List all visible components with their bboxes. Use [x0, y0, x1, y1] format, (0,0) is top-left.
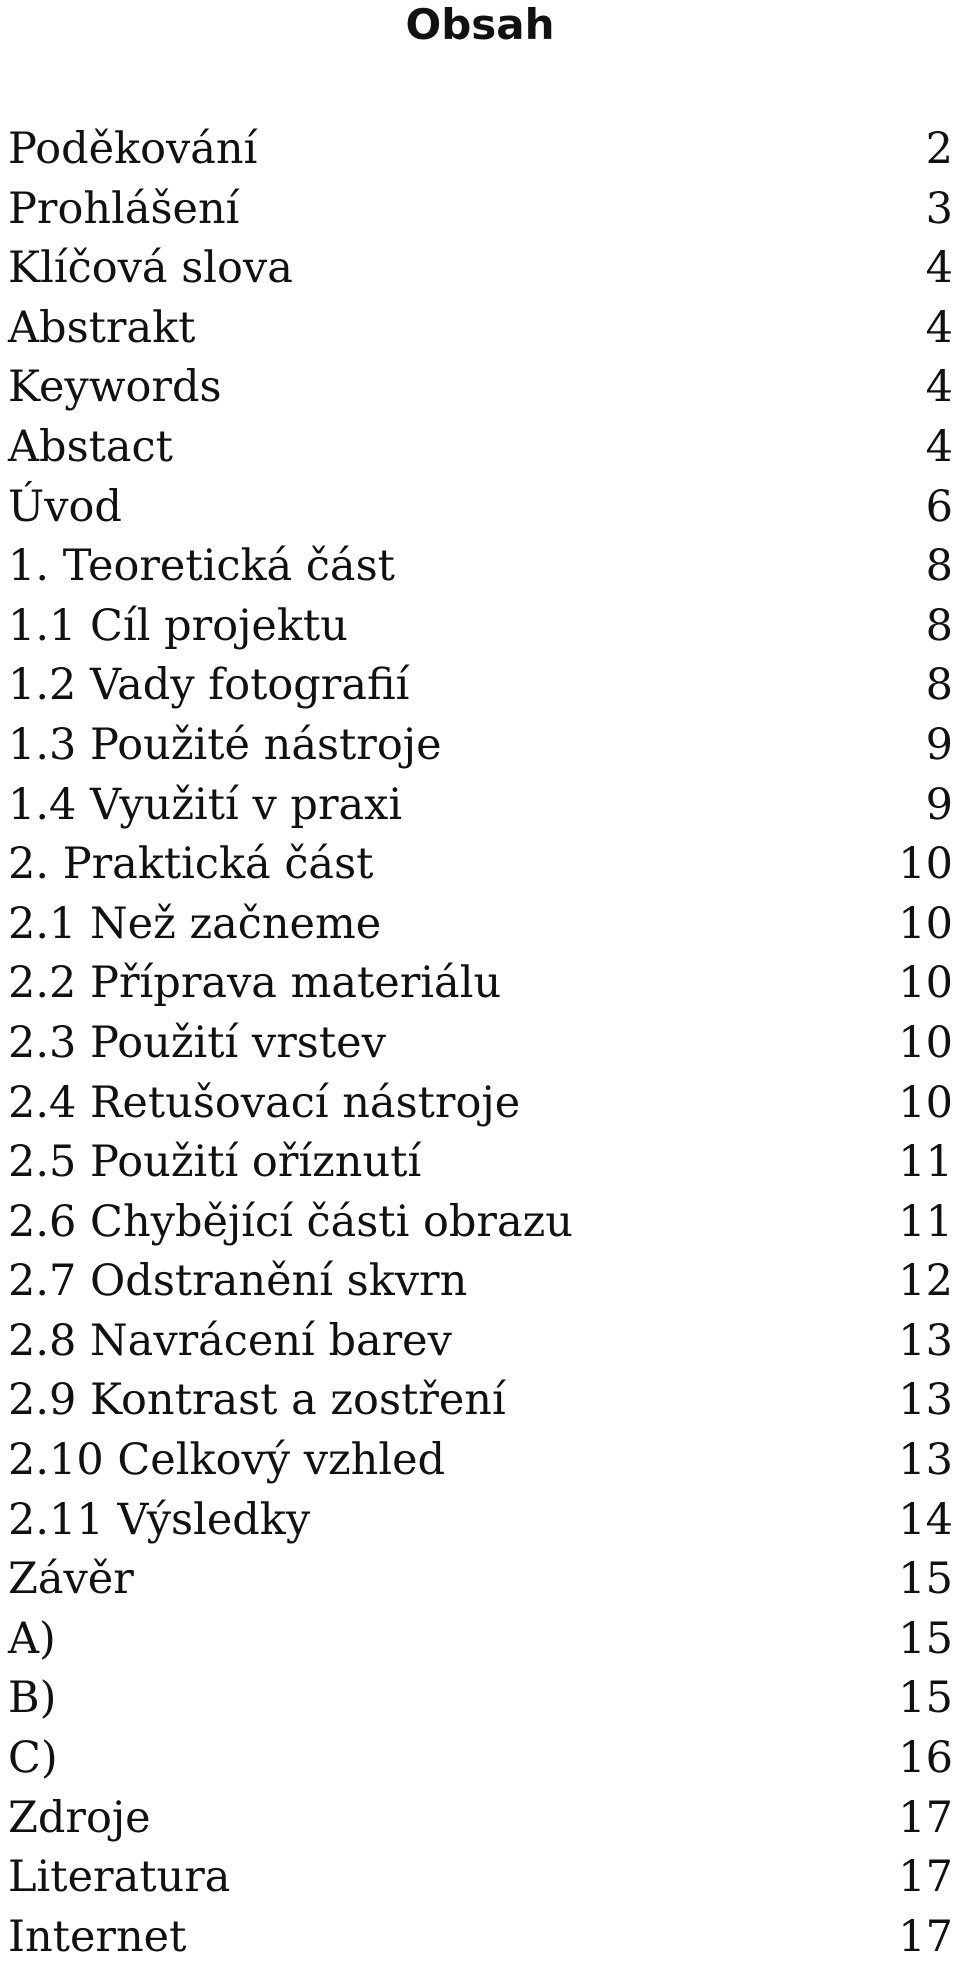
toc-entry-label: 2.4 Retušovací nástroje — [8, 1077, 521, 1128]
toc-entry[interactable] — [8, 299, 953, 359]
toc-entry-page-number: 16 — [898, 1733, 953, 1784]
toc-entry-label: Keywords — [8, 362, 222, 413]
toc-entry-page-number: 2 — [925, 124, 953, 174]
toc-entry-page-number: 8 — [925, 600, 953, 651]
toc-entry-page-number: 9 — [925, 779, 953, 830]
toc-entry[interactable] — [8, 1550, 953, 1610]
toc-entry[interactable] — [8, 1669, 953, 1729]
toc-entry[interactable] — [8, 1848, 953, 1908]
toc-entry-label: 2.5 Použití oříznutí — [8, 1137, 422, 1188]
toc-entry-label: 1.2 Vady fotografií — [8, 660, 410, 711]
toc-entry[interactable] — [8, 1252, 953, 1312]
toc-entry-label: A) — [8, 1613, 56, 1664]
toc-entry-page-number: 8 — [925, 660, 953, 711]
toc-entry-label: 2.3 Použití vrstev — [8, 1017, 386, 1068]
toc-entry-label: 2.1 Než začneme — [8, 898, 382, 949]
toc-entry[interactable] — [8, 1491, 953, 1551]
toc-entry-label: Literatura — [8, 1852, 231, 1903]
toc-entry[interactable] — [8, 1014, 953, 1074]
toc-entry-page-number: 15 — [898, 1613, 953, 1664]
toc-entry-page-number: 10 — [898, 898, 953, 949]
toc-entry[interactable] — [8, 716, 953, 776]
toc-entry-label: Abstact — [8, 421, 173, 472]
toc-entry-page-number: 4 — [925, 302, 953, 353]
toc-entry-page-number: 11 — [898, 1196, 953, 1247]
toc-entry[interactable] — [8, 656, 953, 716]
toc-entry-page-number: 4 — [925, 243, 953, 294]
toc-entry-page-number: 10 — [898, 839, 953, 890]
toc-entry-label: B) — [8, 1673, 57, 1724]
toc-entry-label: C) — [8, 1733, 58, 1784]
toc-entry-label: Abstrakt — [8, 302, 196, 353]
toc-entry-label: 2. Praktická část — [8, 839, 374, 890]
toc-entry-page-number: 3 — [925, 183, 953, 234]
table-of-contents — [8, 120, 953, 1967]
toc-entry-page-number: 13 — [898, 1435, 953, 1486]
toc-entry-page-number: 10 — [898, 958, 953, 1009]
toc-entry-label: Internet — [8, 1911, 187, 1962]
toc-entry-label: 2.8 Navrácení barev — [8, 1315, 452, 1366]
toc-entry[interactable] — [8, 776, 953, 836]
toc-entry-label: 2.6 Chybějící části obrazu — [8, 1196, 573, 1247]
toc-entry-label: 1.3 Použité nástroje — [8, 719, 442, 770]
toc-entry-page-number: 17 — [898, 1792, 953, 1843]
toc-entry-label: 2.9 Kontrast a zostření — [8, 1375, 506, 1426]
toc-entry-page-number: 6 — [925, 481, 953, 532]
toc-entry-label: 1.1 Cíl projektu — [8, 600, 348, 651]
toc-entry[interactable] — [8, 537, 953, 597]
toc-entry[interactable] — [8, 954, 953, 1014]
toc-entry-label: 2.2 Příprava materiálu — [8, 958, 502, 1009]
toc-entry-page-number: 13 — [898, 1375, 953, 1426]
toc-entry-page-number: 8 — [925, 541, 953, 592]
toc-entry-page-number: 9 — [925, 719, 953, 770]
toc-entry[interactable] — [8, 1074, 953, 1134]
toc-entry-page-number: 15 — [898, 1673, 953, 1724]
toc-entry-label: Klíčová slova — [8, 243, 293, 294]
toc-entry[interactable] — [8, 1789, 953, 1849]
toc-entry-page-number: 15 — [898, 1554, 953, 1605]
toc-entry[interactable] — [8, 120, 953, 180]
toc-entry[interactable] — [8, 1729, 953, 1789]
toc-entry-label: Závěr — [8, 1554, 134, 1605]
toc-entry-label: Zdroje — [8, 1792, 151, 1843]
toc-entry[interactable] — [8, 895, 953, 955]
toc-entry-page-number: 17 — [898, 1852, 953, 1903]
toc-entry[interactable] — [8, 1193, 953, 1253]
toc-entry[interactable] — [8, 239, 953, 299]
toc-entry-page-number: 13 — [898, 1315, 953, 1366]
toc-entry[interactable] — [8, 1371, 953, 1431]
toc-entry[interactable] — [8, 180, 953, 240]
toc-entry[interactable] — [8, 597, 953, 657]
toc-entry[interactable] — [8, 835, 953, 895]
toc-entry[interactable] — [8, 478, 953, 538]
toc-entry-label: 1.4 Využití v praxi — [8, 779, 403, 830]
toc-entry[interactable] — [8, 1908, 953, 1968]
toc-entry-page-number: 4 — [925, 421, 953, 472]
toc-entry-label: Úvod — [8, 481, 122, 532]
toc-entry-page-number: 11 — [898, 1137, 953, 1188]
page-title: Obsah — [405, 0, 555, 49]
toc-entry-page-number: 10 — [898, 1017, 953, 1068]
toc-entry[interactable] — [8, 1133, 953, 1193]
toc-entry[interactable] — [8, 1610, 953, 1670]
toc-entry[interactable] — [8, 418, 953, 478]
toc-entry[interactable] — [8, 358, 953, 418]
toc-entry-label: 2.7 Odstranění skvrn — [8, 1256, 468, 1307]
toc-entry[interactable] — [8, 1312, 953, 1372]
toc-entry-label: 1. Teoretická část — [8, 541, 395, 592]
toc-entry-page-number: 17 — [898, 1911, 953, 1962]
toc-entry-page-number: 12 — [898, 1256, 953, 1307]
toc-entry-page-number: 4 — [925, 362, 953, 413]
toc-entry-label: 2.11 Výsledky — [8, 1494, 311, 1545]
toc-entry-page-number: 14 — [898, 1494, 953, 1545]
toc-entry[interactable] — [8, 1431, 953, 1491]
toc-entry-page-number: 10 — [898, 1077, 953, 1128]
toc-entry-label: 2.10 Celkový vzhled — [8, 1435, 446, 1486]
toc-entry-label: Prohlášení — [8, 183, 240, 234]
toc-entry-label: Poděkování — [8, 124, 258, 174]
